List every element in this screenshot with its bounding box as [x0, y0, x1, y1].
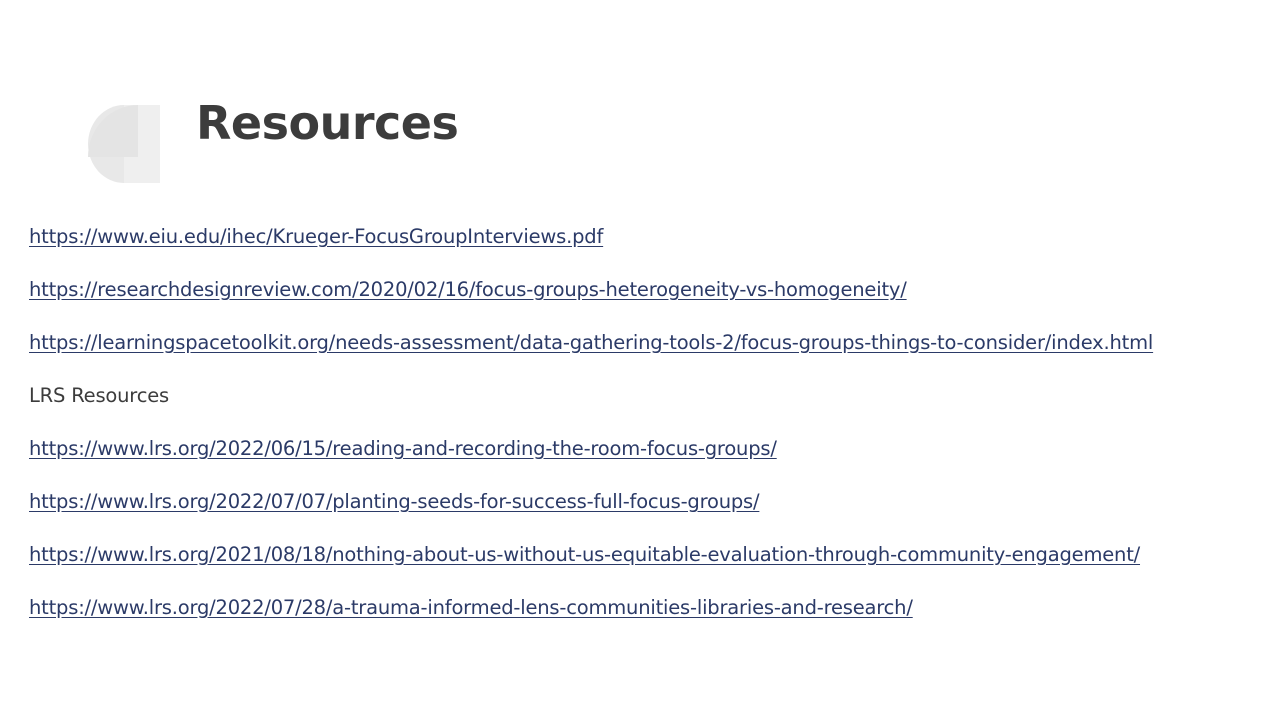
resource-list	[29, 210, 1269, 634]
resource-link[interactable]: https://researchdesignreview.com/2020/02/16/focus-groups-heterogeneity-vs-homogeneity/	[29, 278, 907, 301]
list-item	[29, 581, 1269, 634]
resource-link[interactable]: https://www.eiu.edu/ihec/Krueger-FocusGroupInterviews.pdf	[29, 225, 604, 248]
resource-link[interactable]: https://www.lrs.org/2022/07/28/a-trauma-informed-lens-communities-libraries-and-research/	[29, 596, 913, 619]
resource-link[interactable]: https://learningspacetoolkit.org/needs-assessment/data-gathering-tools-2/focus-groups-things-to-consider/index.html	[29, 331, 1154, 354]
page-title: Resources	[196, 96, 459, 150]
section-label: LRS Resources	[29, 384, 169, 407]
list-item	[29, 210, 1269, 263]
list-item	[29, 422, 1269, 475]
list-item	[29, 528, 1269, 581]
resource-link[interactable]: https://www.lrs.org/2021/08/18/nothing-about-us-without-us-equitable-evaluation-through-community-engagement/	[29, 543, 1141, 566]
list-item	[29, 475, 1269, 528]
resource-link[interactable]: https://www.lrs.org/2022/06/15/reading-and-recording-the-room-focus-groups/	[29, 437, 777, 460]
list-item	[29, 263, 1269, 316]
list-item	[29, 316, 1269, 369]
quarter-circle-mark-icon	[88, 105, 160, 183]
resource-link[interactable]: https://www.lrs.org/2022/07/07/planting-seeds-for-success-full-focus-groups/	[29, 490, 760, 513]
